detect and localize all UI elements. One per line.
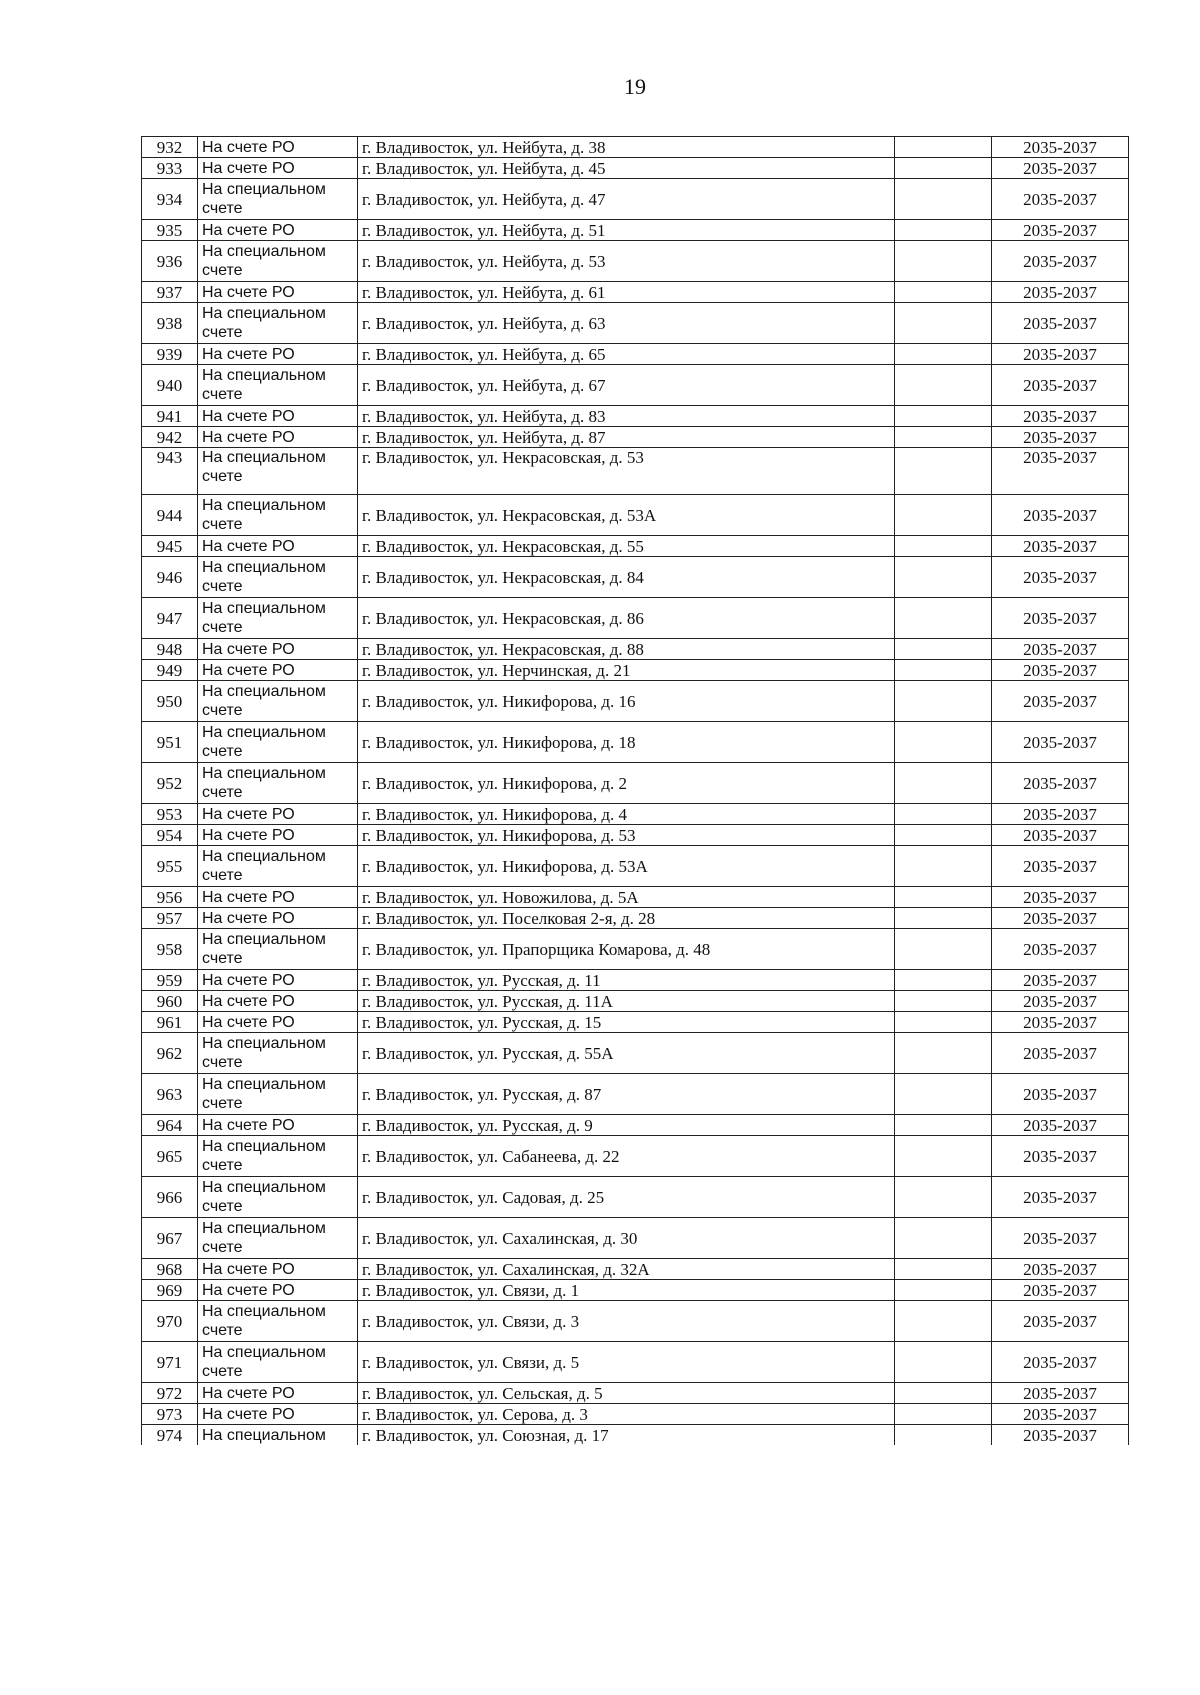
blank-cell bbox=[895, 681, 992, 722]
account-type: На специальном счете bbox=[198, 929, 358, 970]
repair-period: 2035-2037 bbox=[992, 406, 1129, 427]
row-number: 948 bbox=[142, 639, 198, 660]
address: г. Владивосток, ул. Никифорова, д. 4 bbox=[358, 804, 895, 825]
repair-period: 2035-2037 bbox=[992, 804, 1129, 825]
page-number: 19 bbox=[624, 74, 646, 99]
address: г. Владивосток, ул. Некрасовская, д. 88 bbox=[358, 639, 895, 660]
table-row bbox=[142, 137, 1129, 158]
table-row bbox=[142, 1425, 1129, 1446]
account-type: На счете РО bbox=[198, 1280, 358, 1301]
address: г. Владивосток, ул. Союзная, д. 17 bbox=[358, 1425, 895, 1446]
blank-cell bbox=[895, 639, 992, 660]
row-number: 951 bbox=[142, 722, 198, 763]
housing-registry-table bbox=[141, 136, 1129, 1445]
blank-cell bbox=[895, 1259, 992, 1280]
blank-cell bbox=[895, 804, 992, 825]
address: г. Владивосток, ул. Серова, д. 3 bbox=[358, 1404, 895, 1425]
address: г. Владивосток, ул. Нейбута, д. 51 bbox=[358, 220, 895, 241]
row-number: 946 bbox=[142, 557, 198, 598]
row-number: 934 bbox=[142, 179, 198, 220]
address: г. Владивосток, ул. Некрасовская, д. 53А bbox=[358, 495, 895, 536]
row-number: 940 bbox=[142, 365, 198, 406]
row-number: 949 bbox=[142, 660, 198, 681]
row-number: 932 bbox=[142, 137, 198, 158]
blank-cell bbox=[895, 365, 992, 406]
table-row bbox=[142, 1218, 1129, 1259]
blank-cell bbox=[895, 598, 992, 639]
row-number: 963 bbox=[142, 1074, 198, 1115]
table-row bbox=[142, 1383, 1129, 1404]
table-row bbox=[142, 1259, 1129, 1280]
account-type: На специальном счете bbox=[198, 1342, 358, 1383]
table-row bbox=[142, 241, 1129, 282]
address: г. Владивосток, ул. Нерчинская, д. 21 bbox=[358, 660, 895, 681]
registry-body bbox=[142, 137, 1129, 1446]
repair-period: 2035-2037 bbox=[992, 639, 1129, 660]
row-number: 952 bbox=[142, 763, 198, 804]
account-type: На счете РО bbox=[198, 137, 358, 158]
repair-period: 2035-2037 bbox=[992, 220, 1129, 241]
address: г. Владивосток, ул. Русская, д. 9 bbox=[358, 1115, 895, 1136]
table-row bbox=[142, 1177, 1129, 1218]
repair-period: 2035-2037 bbox=[992, 1177, 1129, 1218]
blank-cell bbox=[895, 536, 992, 557]
row-number: 965 bbox=[142, 1136, 198, 1177]
address: г. Владивосток, ул. Садовая, д. 25 bbox=[358, 1177, 895, 1218]
repair-period: 2035-2037 bbox=[992, 1259, 1129, 1280]
table-row bbox=[142, 887, 1129, 908]
account-type: На специальном счете bbox=[198, 681, 358, 722]
address: г. Владивосток, ул. Нейбута, д. 83 bbox=[358, 406, 895, 427]
repair-period: 2035-2037 bbox=[992, 1218, 1129, 1259]
row-number: 938 bbox=[142, 303, 198, 344]
blank-cell bbox=[895, 763, 992, 804]
table-row bbox=[142, 639, 1129, 660]
address: г. Владивосток, ул. Нейбута, д. 47 bbox=[358, 179, 895, 220]
row-number: 967 bbox=[142, 1218, 198, 1259]
account-type: На специальном счете bbox=[198, 763, 358, 804]
blank-cell bbox=[895, 1383, 992, 1404]
repair-period: 2035-2037 bbox=[992, 1012, 1129, 1033]
blank-cell bbox=[895, 825, 992, 846]
blank-cell bbox=[895, 137, 992, 158]
address: г. Владивосток, ул. Русская, д. 11А bbox=[358, 991, 895, 1012]
table-row bbox=[142, 681, 1129, 722]
repair-period: 2035-2037 bbox=[992, 241, 1129, 282]
account-type: На специальном счете bbox=[198, 722, 358, 763]
account-type: На специальном счете bbox=[198, 448, 358, 495]
table-row bbox=[142, 598, 1129, 639]
address: г. Владивосток, ул. Сахалинская, д. 32А bbox=[358, 1259, 895, 1280]
row-number: 945 bbox=[142, 536, 198, 557]
row-number: 942 bbox=[142, 427, 198, 448]
table-row bbox=[142, 1115, 1129, 1136]
blank-cell bbox=[895, 722, 992, 763]
address: г. Владивосток, ул. Русская, д. 55А bbox=[358, 1033, 895, 1074]
table-row bbox=[142, 1342, 1129, 1383]
address: г. Владивосток, ул. Некрасовская, д. 53 bbox=[358, 448, 895, 495]
account-type: На счете РО bbox=[198, 1012, 358, 1033]
repair-period: 2035-2037 bbox=[992, 1033, 1129, 1074]
blank-cell bbox=[895, 1033, 992, 1074]
row-number: 962 bbox=[142, 1033, 198, 1074]
address: г. Владивосток, ул. Связи, д. 1 bbox=[358, 1280, 895, 1301]
address: г. Владивосток, ул. Нейбута, д. 53 bbox=[358, 241, 895, 282]
address: г. Владивосток, ул. Сабанеева, д. 22 bbox=[358, 1136, 895, 1177]
row-number: 966 bbox=[142, 1177, 198, 1218]
account-type: На счете РО bbox=[198, 406, 358, 427]
table-row bbox=[142, 303, 1129, 344]
blank-cell bbox=[895, 1177, 992, 1218]
repair-period: 2035-2037 bbox=[992, 137, 1129, 158]
address: г. Владивосток, ул. Новожилова, д. 5А bbox=[358, 887, 895, 908]
blank-cell bbox=[895, 1404, 992, 1425]
row-number: 953 bbox=[142, 804, 198, 825]
row-number: 959 bbox=[142, 970, 198, 991]
account-type: На специальном счете bbox=[198, 598, 358, 639]
address: г. Владивосток, ул. Нейбута, д. 67 bbox=[358, 365, 895, 406]
row-number: 939 bbox=[142, 344, 198, 365]
repair-period: 2035-2037 bbox=[992, 448, 1129, 495]
address: г. Владивосток, ул. Сельская, д. 5 bbox=[358, 1383, 895, 1404]
address: г. Владивосток, ул. Нейбута, д. 61 bbox=[358, 282, 895, 303]
repair-period: 2035-2037 bbox=[992, 557, 1129, 598]
account-type: На счете РО bbox=[198, 536, 358, 557]
account-type: На специальном счете bbox=[198, 495, 358, 536]
account-type: На счете РО bbox=[198, 1115, 358, 1136]
row-number: 957 bbox=[142, 908, 198, 929]
blank-cell bbox=[895, 557, 992, 598]
account-type: На счете РО bbox=[198, 344, 358, 365]
repair-period: 2035-2037 bbox=[992, 846, 1129, 887]
blank-cell bbox=[895, 179, 992, 220]
blank-cell bbox=[895, 908, 992, 929]
row-number: 944 bbox=[142, 495, 198, 536]
table-row bbox=[142, 1012, 1129, 1033]
account-type: На счете РО bbox=[198, 158, 358, 179]
table-row bbox=[142, 825, 1129, 846]
table-row bbox=[142, 1033, 1129, 1074]
address: г. Владивосток, ул. Никифорова, д. 2 bbox=[358, 763, 895, 804]
table-row bbox=[142, 1404, 1129, 1425]
repair-period: 2035-2037 bbox=[992, 763, 1129, 804]
row-number: 956 bbox=[142, 887, 198, 908]
address: г. Владивосток, ул. Связи, д. 5 bbox=[358, 1342, 895, 1383]
repair-period: 2035-2037 bbox=[992, 158, 1129, 179]
repair-period: 2035-2037 bbox=[992, 1383, 1129, 1404]
table-row bbox=[142, 970, 1129, 991]
repair-period: 2035-2037 bbox=[992, 1342, 1129, 1383]
address: г. Владивосток, ул. Никифорова, д. 18 bbox=[358, 722, 895, 763]
table-row bbox=[142, 763, 1129, 804]
table-row bbox=[142, 179, 1129, 220]
account-type: На счете РО bbox=[198, 804, 358, 825]
blank-cell bbox=[895, 1342, 992, 1383]
repair-period: 2035-2037 bbox=[992, 427, 1129, 448]
account-type: На специальном счете bbox=[198, 1218, 358, 1259]
repair-period: 2035-2037 bbox=[992, 1301, 1129, 1342]
blank-cell bbox=[895, 158, 992, 179]
account-type: На специальном счете bbox=[198, 1177, 358, 1218]
account-type: На специальном счете bbox=[198, 1033, 358, 1074]
table-row bbox=[142, 1301, 1129, 1342]
blank-cell bbox=[895, 1425, 992, 1446]
account-type: На счете РО bbox=[198, 660, 358, 681]
row-number: 971 bbox=[142, 1342, 198, 1383]
account-type: На специальном счете bbox=[198, 1074, 358, 1115]
address: г. Владивосток, ул. Русская, д. 15 bbox=[358, 1012, 895, 1033]
table-row bbox=[142, 427, 1129, 448]
row-number: 973 bbox=[142, 1404, 198, 1425]
account-type: На счете РО bbox=[198, 282, 358, 303]
address: г. Владивосток, ул. Нейбута, д. 65 bbox=[358, 344, 895, 365]
repair-period: 2035-2037 bbox=[992, 1136, 1129, 1177]
repair-period: 2035-2037 bbox=[992, 536, 1129, 557]
row-number: 937 bbox=[142, 282, 198, 303]
blank-cell bbox=[895, 241, 992, 282]
row-number: 936 bbox=[142, 241, 198, 282]
row-number: 960 bbox=[142, 991, 198, 1012]
row-number: 933 bbox=[142, 158, 198, 179]
repair-period: 2035-2037 bbox=[992, 179, 1129, 220]
account-type: На счете РО bbox=[198, 427, 358, 448]
row-number: 935 bbox=[142, 220, 198, 241]
repair-period: 2035-2037 bbox=[992, 344, 1129, 365]
table-row bbox=[142, 660, 1129, 681]
address: г. Владивосток, ул. Нейбута, д. 87 bbox=[358, 427, 895, 448]
blank-cell bbox=[895, 1218, 992, 1259]
row-number: 958 bbox=[142, 929, 198, 970]
table-row bbox=[142, 929, 1129, 970]
table-row bbox=[142, 846, 1129, 887]
blank-cell bbox=[895, 1136, 992, 1177]
table-row bbox=[142, 282, 1129, 303]
address: г. Владивосток, ул. Русская, д. 87 bbox=[358, 1074, 895, 1115]
repair-period: 2035-2037 bbox=[992, 991, 1129, 1012]
blank-cell bbox=[895, 1115, 992, 1136]
repair-period: 2035-2037 bbox=[992, 1115, 1129, 1136]
account-type: На специальном bbox=[198, 1425, 358, 1446]
row-number: 954 bbox=[142, 825, 198, 846]
account-type: На счете РО bbox=[198, 825, 358, 846]
account-type: На счете РО bbox=[198, 1259, 358, 1280]
repair-period: 2035-2037 bbox=[992, 681, 1129, 722]
blank-cell bbox=[895, 448, 992, 495]
repair-period: 2035-2037 bbox=[992, 929, 1129, 970]
blank-cell bbox=[895, 991, 992, 1012]
table-row bbox=[142, 220, 1129, 241]
repair-period: 2035-2037 bbox=[992, 365, 1129, 406]
blank-cell bbox=[895, 887, 992, 908]
table-row bbox=[142, 495, 1129, 536]
repair-period: 2035-2037 bbox=[992, 598, 1129, 639]
address: г. Владивосток, ул. Связи, д. 3 bbox=[358, 1301, 895, 1342]
address: г. Владивосток, ул. Нейбута, д. 45 bbox=[358, 158, 895, 179]
row-number: 950 bbox=[142, 681, 198, 722]
row-number: 964 bbox=[142, 1115, 198, 1136]
address: г. Владивосток, ул. Никифорова, д. 16 bbox=[358, 681, 895, 722]
account-type: На счете РО bbox=[198, 991, 358, 1012]
row-number: 969 bbox=[142, 1280, 198, 1301]
blank-cell bbox=[895, 303, 992, 344]
account-type: На счете РО bbox=[198, 970, 358, 991]
table-row bbox=[142, 908, 1129, 929]
account-type: На специальном счете bbox=[198, 846, 358, 887]
blank-cell bbox=[895, 495, 992, 536]
address: г. Владивосток, ул. Поселковая 2-я, д. 28 bbox=[358, 908, 895, 929]
account-type: На счете РО bbox=[198, 1404, 358, 1425]
account-type: На счете РО bbox=[198, 1383, 358, 1404]
table-row bbox=[142, 1074, 1129, 1115]
address: г. Владивосток, ул. Никифорова, д. 53А bbox=[358, 846, 895, 887]
repair-period: 2035-2037 bbox=[992, 722, 1129, 763]
repair-period: 2035-2037 bbox=[992, 495, 1129, 536]
row-number: 947 bbox=[142, 598, 198, 639]
row-number: 955 bbox=[142, 846, 198, 887]
account-type: На специальном счете bbox=[198, 303, 358, 344]
table-row bbox=[142, 365, 1129, 406]
table-row bbox=[142, 536, 1129, 557]
row-number: 941 bbox=[142, 406, 198, 427]
row-number: 968 bbox=[142, 1259, 198, 1280]
account-type: На специальном счете bbox=[198, 1301, 358, 1342]
table-row bbox=[142, 406, 1129, 427]
repair-period: 2035-2037 bbox=[992, 1280, 1129, 1301]
row-number: 970 bbox=[142, 1301, 198, 1342]
table-row bbox=[142, 448, 1129, 495]
blank-cell bbox=[895, 1301, 992, 1342]
row-number: 943 bbox=[142, 448, 198, 495]
table-row bbox=[142, 1280, 1129, 1301]
table-row bbox=[142, 804, 1129, 825]
blank-cell bbox=[895, 220, 992, 241]
table-row bbox=[142, 991, 1129, 1012]
account-type: На счете РО bbox=[198, 220, 358, 241]
blank-cell bbox=[895, 1074, 992, 1115]
blank-cell bbox=[895, 1012, 992, 1033]
address: г. Владивосток, ул. Никифорова, д. 53 bbox=[358, 825, 895, 846]
address: г. Владивосток, ул. Нейбута, д. 63 bbox=[358, 303, 895, 344]
repair-period: 2035-2037 bbox=[992, 303, 1129, 344]
blank-cell bbox=[895, 929, 992, 970]
blank-cell bbox=[895, 1280, 992, 1301]
repair-period: 2035-2037 bbox=[992, 1425, 1129, 1446]
repair-period: 2035-2037 bbox=[992, 825, 1129, 846]
account-type: На специальном счете bbox=[198, 557, 358, 598]
repair-period: 2035-2037 bbox=[992, 1404, 1129, 1425]
account-type: На счете РО bbox=[198, 639, 358, 660]
blank-cell bbox=[895, 970, 992, 991]
row-number: 961 bbox=[142, 1012, 198, 1033]
blank-cell bbox=[895, 660, 992, 681]
table-row bbox=[142, 344, 1129, 365]
repair-period: 2035-2037 bbox=[992, 908, 1129, 929]
repair-period: 2035-2037 bbox=[992, 970, 1129, 991]
account-type: На специальном счете bbox=[198, 241, 358, 282]
blank-cell bbox=[895, 427, 992, 448]
account-type: На специальном счете bbox=[198, 179, 358, 220]
row-number: 972 bbox=[142, 1383, 198, 1404]
table-row bbox=[142, 722, 1129, 763]
address: г. Владивосток, ул. Русская, д. 11 bbox=[358, 970, 895, 991]
address: г. Владивосток, ул. Некрасовская, д. 84 bbox=[358, 557, 895, 598]
blank-cell bbox=[895, 406, 992, 427]
address: г. Владивосток, ул. Прапорщика Комарова, д. 48 bbox=[358, 929, 895, 970]
repair-period: 2035-2037 bbox=[992, 282, 1129, 303]
repair-period: 2035-2037 bbox=[992, 660, 1129, 681]
repair-period: 2035-2037 bbox=[992, 887, 1129, 908]
address: г. Владивосток, ул. Нейбута, д. 38 bbox=[358, 137, 895, 158]
blank-cell bbox=[895, 846, 992, 887]
account-type: На специальном счете bbox=[198, 1136, 358, 1177]
table-row bbox=[142, 1136, 1129, 1177]
table-row bbox=[142, 557, 1129, 598]
table-row bbox=[142, 158, 1129, 179]
address: г. Владивосток, ул. Сахалинская, д. 30 bbox=[358, 1218, 895, 1259]
address: г. Владивосток, ул. Некрасовская, д. 86 bbox=[358, 598, 895, 639]
account-type: На счете РО bbox=[198, 887, 358, 908]
account-type: На счете РО bbox=[198, 908, 358, 929]
blank-cell bbox=[895, 344, 992, 365]
row-number: 974 bbox=[142, 1425, 198, 1446]
repair-period: 2035-2037 bbox=[992, 1074, 1129, 1115]
address: г. Владивосток, ул. Некрасовская, д. 55 bbox=[358, 536, 895, 557]
blank-cell bbox=[895, 282, 992, 303]
account-type: На специальном счете bbox=[198, 365, 358, 406]
